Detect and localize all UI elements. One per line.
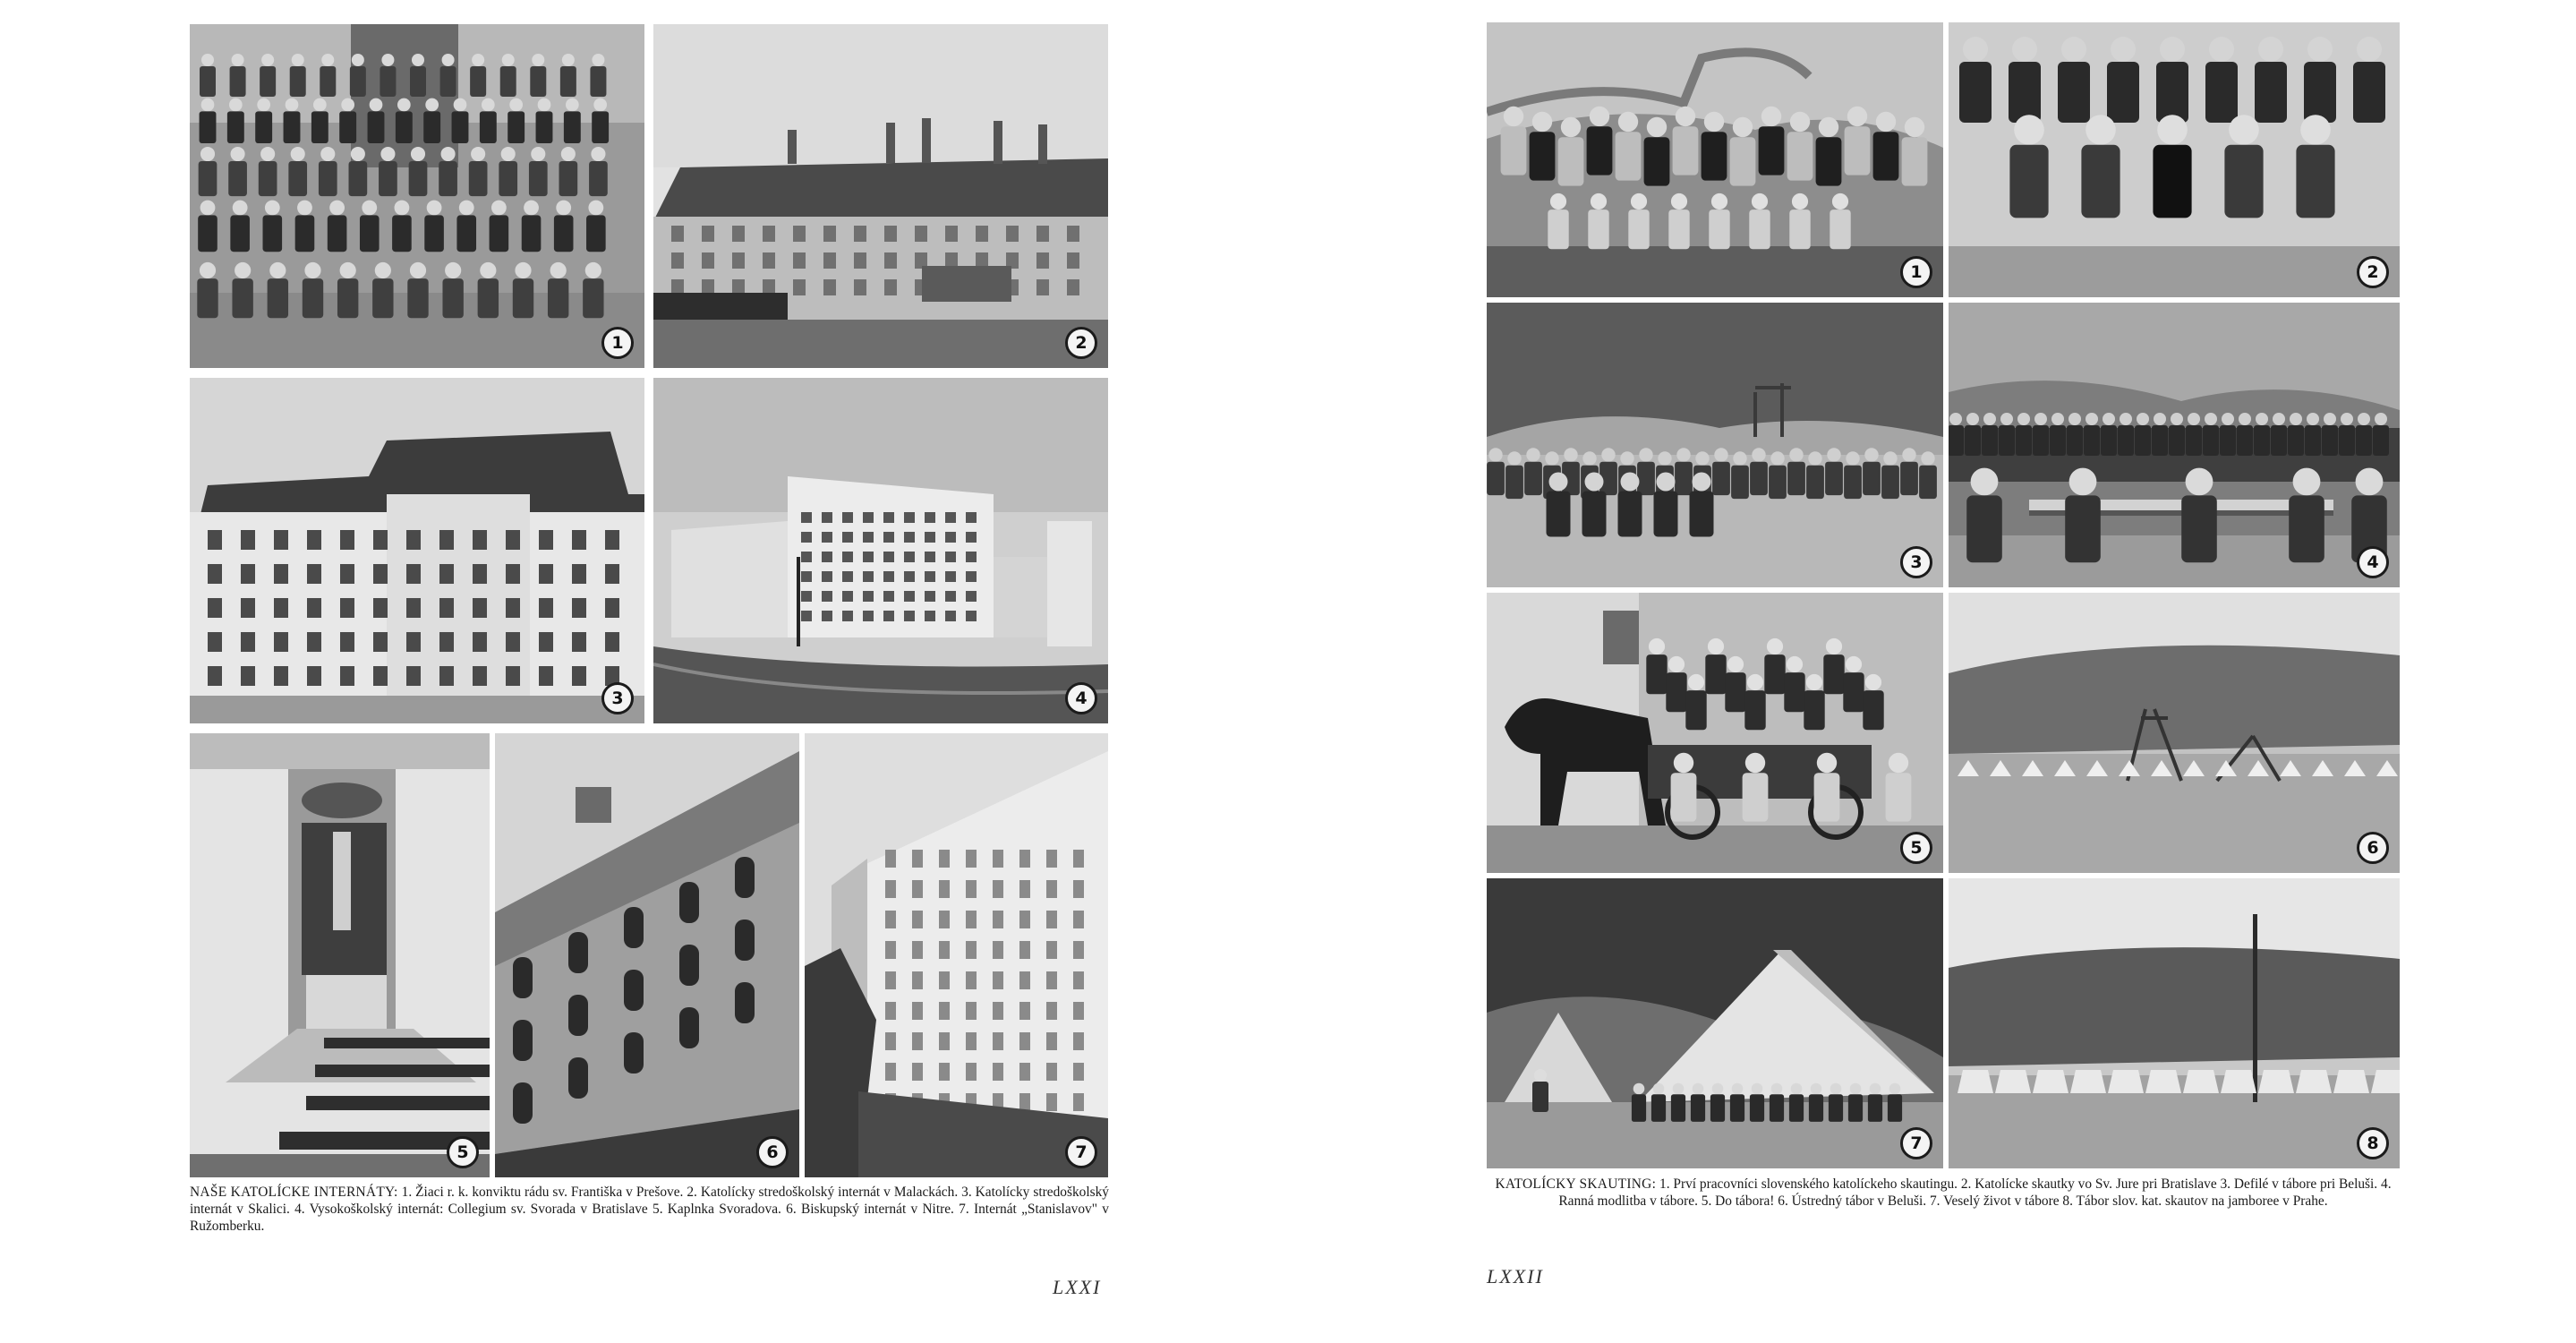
photo-morning-prayer-image: [1949, 303, 2400, 587]
photo-to-camp-cart-image: [1487, 593, 1943, 873]
photo-skalica-internat: [190, 378, 644, 723]
photo-camp-life: [1487, 878, 1943, 1168]
photo-camp-parade-image: [1487, 303, 1943, 587]
photo-number-badge: 4: [2357, 546, 2389, 578]
photo-students-group-image: [190, 24, 644, 368]
page-number-left: LXXI: [1053, 1276, 1102, 1298]
caption-body: 1. Žiaci r. k. konviktu rádu sv. Františka v Prešove. 2. Katolícky stredoškolský internát v Malackách. 3. Katolícky stredoškolský internát v Skalici. 4. Vysokoškolský internát: Collegium sv. Svorada v Bratislave 5. Kaplnka Svoradova. 6. Biskupský internát v Nitre. 7. Internát „Stanislavov" v Ružomberku.: [190, 1185, 1109, 1234]
photo-number-badge: 5: [447, 1136, 479, 1168]
caption-lead: KATOLÍCKY SKAUTING:: [1495, 1176, 1657, 1192]
photo-to-camp-cart: [1487, 593, 1943, 873]
photo-camp-life-image: [1487, 878, 1943, 1168]
photo-girl-scouts: [1949, 22, 2400, 297]
photo-central-camp-image: [1949, 593, 2400, 873]
photo-skalica-internat-image: [190, 378, 644, 723]
photo-collegium-svorada-image: [653, 378, 1108, 723]
photo-number-badge: 6: [756, 1136, 789, 1168]
caption-body: 1. Prví pracovníci slovenského katolíckeho skautingu. 2. Katolícke skautky vo Sv. Jure pri Bratislave 3. Defilé v tábore pri Beluši. 4. Ranná modlitba v tábore. 5. Do tábora! 6. Ústredný tábor v Beluši. 7. Veselý život v tábore 8. Tábor slov. kat. skautov na jamboree v Prahe.: [1558, 1176, 2392, 1209]
right-page-caption: [1487, 1176, 2400, 1210]
photo-nitra-internat-image: [495, 733, 799, 1177]
left-page-caption: [190, 1184, 1109, 1235]
photo-svorad-chapel: [190, 733, 490, 1177]
photo-number-badge: 1: [1900, 256, 1932, 288]
photo-scouting-founders: [1487, 22, 1943, 297]
photo-svorad-chapel-image: [190, 733, 490, 1177]
photo-jamboree-prague-image: [1949, 878, 2400, 1168]
photo-number-badge: 7: [1065, 1136, 1097, 1168]
page-number-right: LXXII: [1487, 1265, 1544, 1287]
photo-scouting-founders-image: [1487, 22, 1943, 297]
photo-central-camp: [1949, 593, 2400, 873]
photo-stanislavov-internat-image: [805, 733, 1108, 1177]
photo-morning-prayer: [1949, 303, 2400, 587]
right-page: [1288, 0, 2576, 1343]
photo-malacky-internat-image: [653, 24, 1108, 368]
photo-number-badge: 6: [2357, 832, 2389, 864]
photo-camp-parade: [1487, 303, 1943, 587]
photo-number-badge: 8: [2357, 1127, 2389, 1159]
photo-number-badge: 2: [2357, 256, 2389, 288]
photo-number-badge: 7: [1900, 1127, 1932, 1159]
photo-stanislavov-internat: [805, 733, 1108, 1177]
photo-number-badge: 5: [1900, 832, 1932, 864]
caption-lead: NAŠE KATOLÍCKE INTERNÁTY:: [190, 1185, 398, 1200]
photo-number-badge: 4: [1065, 682, 1097, 714]
photo-number-badge: 1: [601, 327, 634, 359]
photo-number-badge: 2: [1065, 327, 1097, 359]
photo-jamboree-prague: [1949, 878, 2400, 1168]
photo-number-badge: 3: [601, 682, 634, 714]
photo-nitra-internat: [495, 733, 799, 1177]
photo-girl-scouts-image: [1949, 22, 2400, 297]
photo-number-badge: 3: [1900, 546, 1932, 578]
photo-malacky-internat: [653, 24, 1108, 368]
photo-collegium-svorada: [653, 378, 1108, 723]
photo-students-group: [190, 24, 644, 368]
